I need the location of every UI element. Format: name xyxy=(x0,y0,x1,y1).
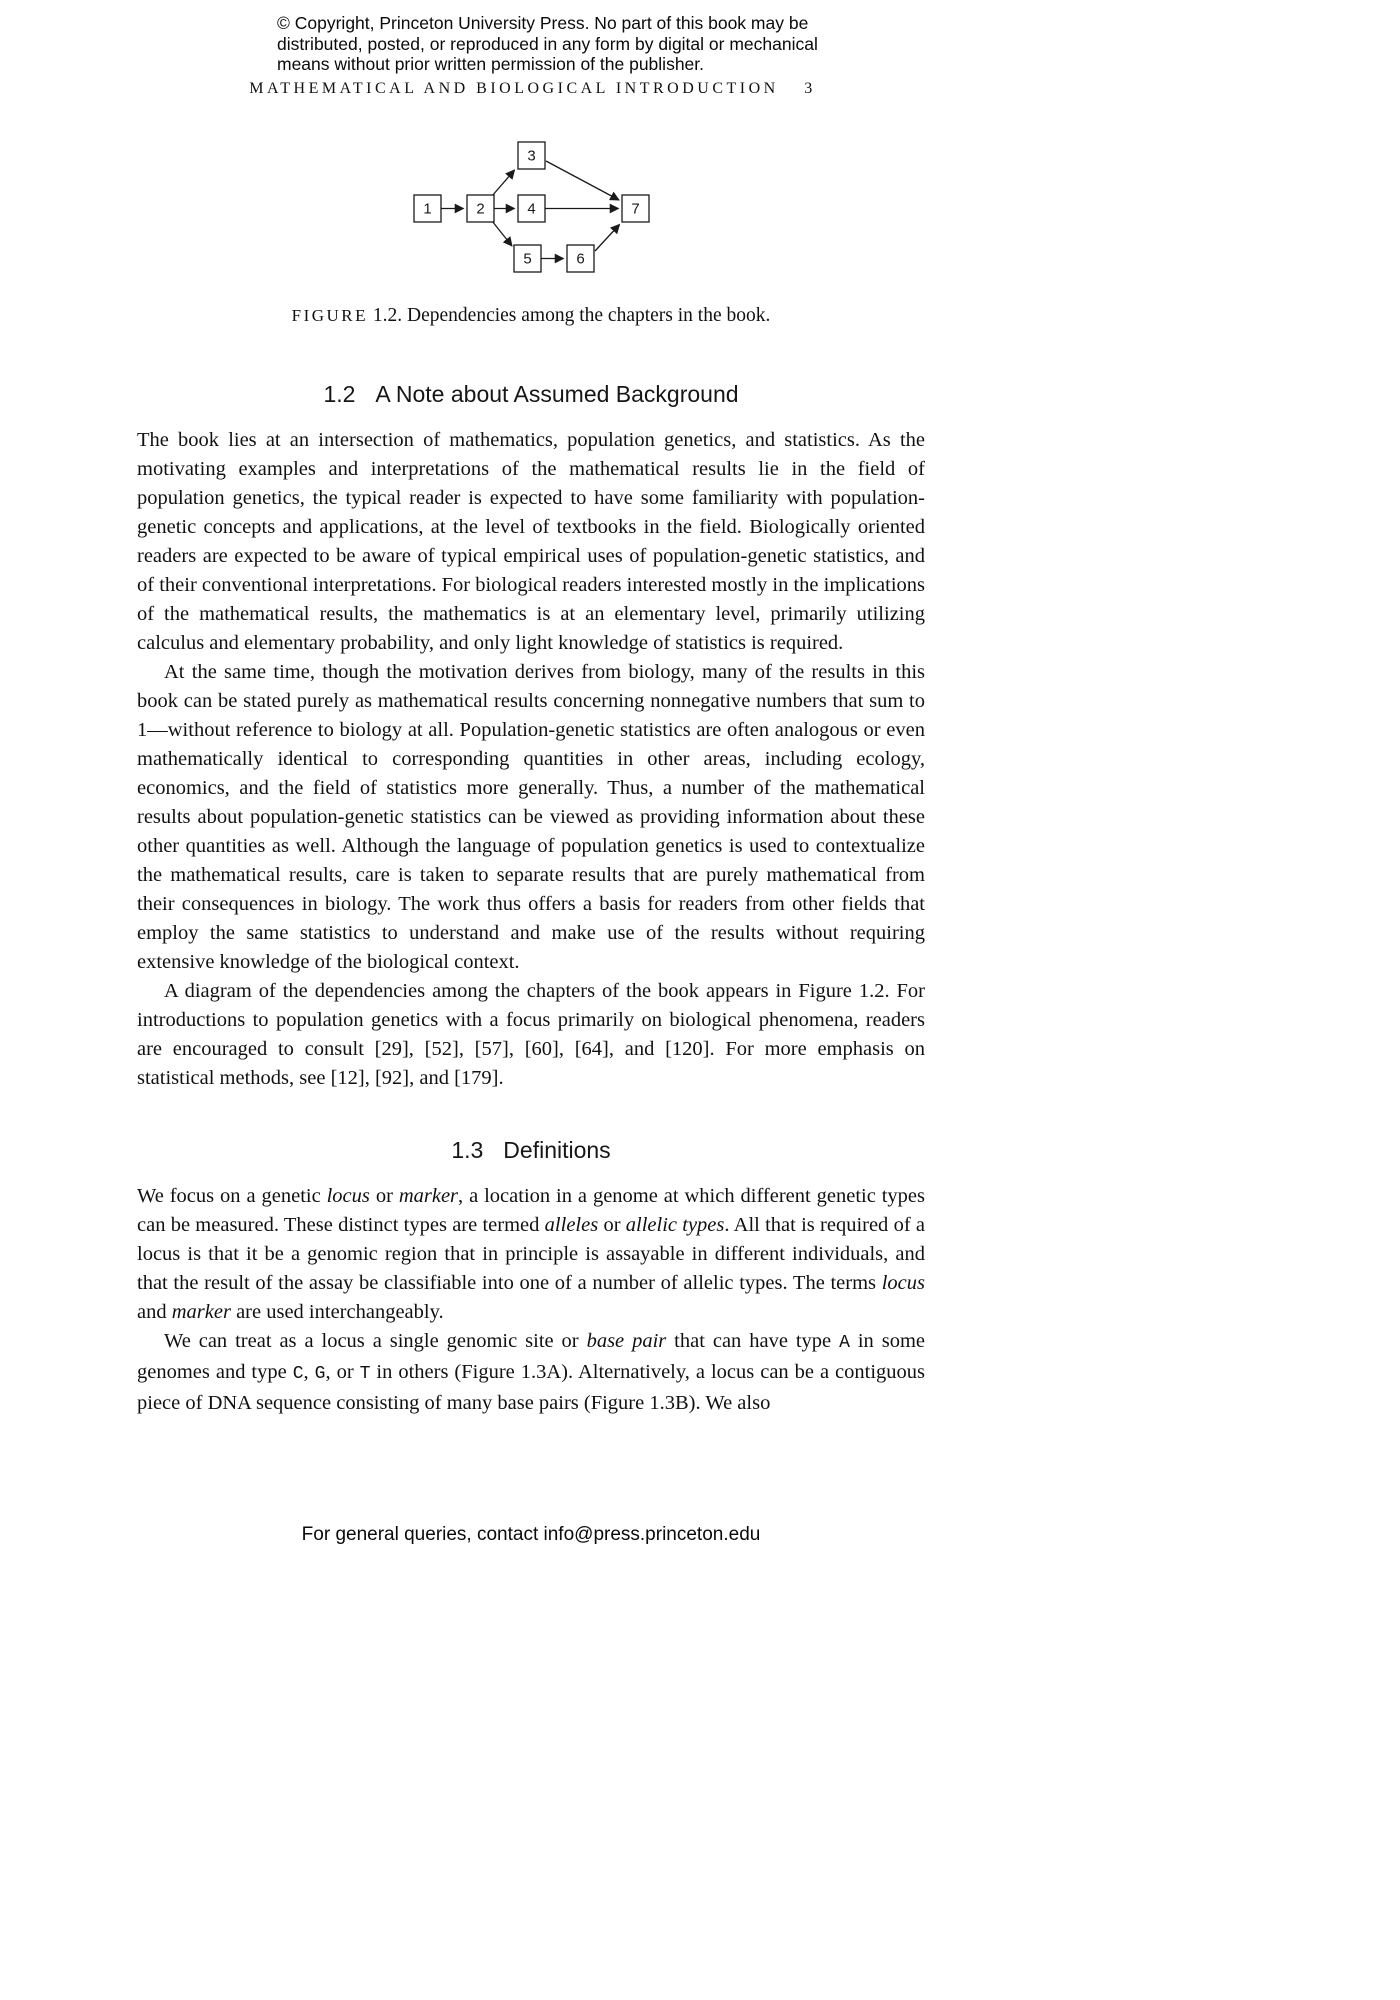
copyright-line: © Copyright, Princeton University Press. No part of this book may be xyxy=(277,13,809,33)
paragraph: We focus on a genetic locus or marker, a location in a genome at which different genetic types can be measured. These distinct types are termed alleles or allelic types. All that is required of a locus is that it be a genomic region that in principle is assayable in different individuals, and that the result of the assay be classifiable into one of a number of allelic types. The terms locus and marker are used interchangeably. xyxy=(137,1185,925,1323)
dependency-arrow xyxy=(595,225,620,252)
section-heading-1-2 xyxy=(137,381,925,408)
paragraph: The book lies at an intersection of mathematics, population genetics, and statistics. As the motivating examples and interpretations of the mathematical results lie in the field of population genetics, the typical reader is expected to have some familiarity with population-genetic concepts and applications, at the level of textbooks in the field. Biologically oriented readers are expected to be aware of typical empirical uses of population-genetic statistics, and of their conventional interpretations. For biological readers interested mostly in the implications of the mathematical results, the mathematics is at an elementary level, primarily utilizing calculus and elementary probability, and only light knowledge of statistics is required. xyxy=(137,429,925,654)
page-content xyxy=(137,134,925,1418)
chapter-node-label: 6 xyxy=(576,250,585,268)
figure-caption xyxy=(137,305,925,327)
paragraph: At the same time, though the motivation derives from biology, many of the results in this book can be stated purely as mathematical results concerning nonnegative numbers that sum to 1—without reference to biology at all. Population-genetic statistics are often analogous or even mathematically identical to corresponding quantities in other areas, including ecology, economics, and the field of statistics more generally. Thus, a number of the mathematical results about population-genetic statistics can be viewed as providing information about these other quantities as well. Although the language of population genetics is used to contextualize the mathematical results, care is taken to separate results that are purely mathematical from their consequences in biology. The work thus offers a basis for readers from other fields that employ the same statistics to understand and make use of the results without requiring extensive knowledge of the biological context. xyxy=(137,661,925,973)
figure-caption-number: 1.2. xyxy=(372,305,403,326)
section-number: 1.3 xyxy=(451,1137,484,1163)
section-1-3-body xyxy=(137,1182,925,1418)
chapter-node-label: 1 xyxy=(423,200,432,218)
copyright-notice xyxy=(277,13,818,75)
section-1-2-body xyxy=(137,426,925,1093)
page-footer xyxy=(137,1524,925,1546)
figure-caption-text: Dependencies among the chapters in the book. xyxy=(407,305,771,326)
chapter-node-label: 2 xyxy=(476,200,485,218)
dependency-arrow xyxy=(492,221,512,246)
running-head-title: MATHEMATICAL AND BIOLOGICAL INTRODUCTION xyxy=(249,80,779,97)
page-number: 3 xyxy=(804,80,813,97)
copyright-line: means without prior written permission of the publisher. xyxy=(277,54,705,74)
paragraph: A diagram of the dependencies among the chapters of the book appears in Figure 1.2. For introductions to population genetics with a focus primarily on biological phenomena, readers are encouraged to consult [29], [52], [57], [60], [64], and [120]. For more emphasis on statistical methods, see [12], [92], and [179]. xyxy=(137,980,925,1089)
section-title: A Note about Assumed Background xyxy=(375,381,739,407)
section-title: Definitions xyxy=(503,1137,611,1163)
chapter-node-label: 5 xyxy=(523,250,532,268)
footer-text: For general queries, contact info@press.princeton.edu xyxy=(301,1524,761,1545)
dependency-arrow xyxy=(492,170,515,196)
section-heading-1-3 xyxy=(137,1137,925,1164)
chapter-node-label: 7 xyxy=(631,200,640,218)
figure-caption-label: FIGURE xyxy=(291,306,369,325)
running-head xyxy=(137,80,925,98)
dependency-arrow xyxy=(546,161,619,200)
chapter-dependency-diagram xyxy=(406,138,656,278)
paragraph: We can treat as a locus a single genomic site or base pair that can have type A in some genomes and type C, G, or T in others (Figure 1.3A). Alternatively, a locus can be a contiguous piece of DNA sequence consisting of many base pairs (Figure 1.3B). We also xyxy=(137,1330,926,1414)
copyright-line: distributed, posted, or reproduced in any form by digital or mechanical xyxy=(277,33,818,54)
chapter-node-label: 3 xyxy=(527,147,536,165)
chapter-node-label: 4 xyxy=(527,200,536,218)
section-number: 1.2 xyxy=(323,381,356,407)
